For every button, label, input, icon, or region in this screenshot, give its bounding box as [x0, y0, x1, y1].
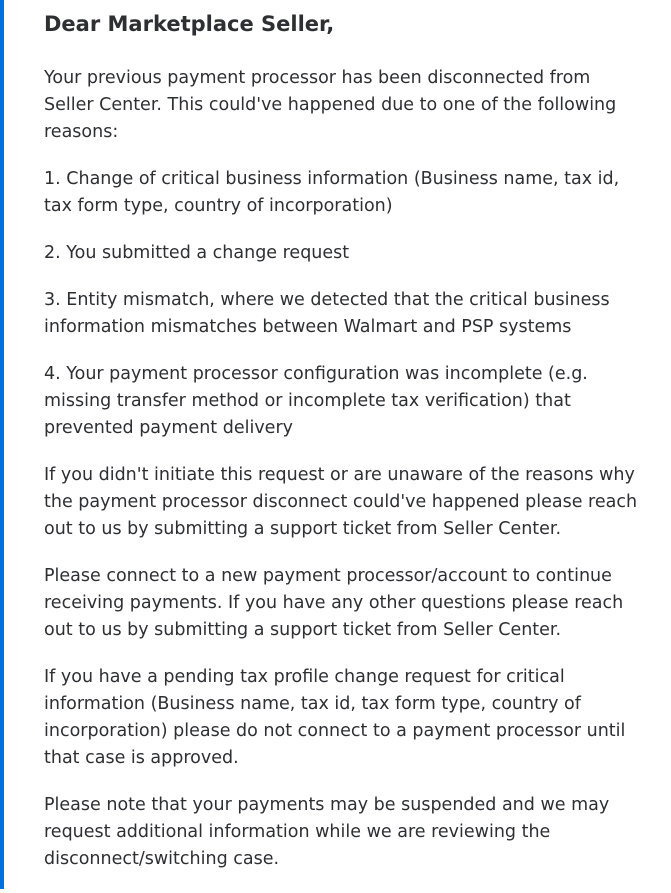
- reason-item-2: 2. You submitted a change request: [44, 243, 350, 263]
- greeting-heading: Dear Marketplace Seller,: [44, 12, 335, 36]
- connect-paragraph: Please connect to a new payment processor/account to continue receiving payments. If you have any other questions please reach out to us by submitting a support ticket from Seller Center.: [44, 566, 624, 640]
- suspension-note-paragraph: Please note that your payments may be suspended and we may request additional information while we are reviewing the disconnect/switching case.: [44, 795, 610, 869]
- reason-item-1: 1. Change of critical business information (Business name, tax id, tax form type, country of incorporation): [44, 169, 620, 216]
- support-paragraph: If you didn't initiate this request or are unaware of the reasons why the payment processor disconnect could've happened please reach out to us by submitting a support ticket from Seller Center.: [44, 465, 638, 539]
- pending-tax-paragraph: If you have a pending tax profile change request for critical information (Business name, tax id, tax form type, country of incorporation) please do not connect to a payment processor until that case is approved.: [44, 667, 626, 768]
- left-accent-bar: [0, 0, 4, 889]
- reason-item-4: 4. Your payment processor configuration was incomplete (e.g. missing transfer method or incomplete tax verification) that prevented payment delivery: [44, 364, 588, 438]
- message-body: [44, 8, 644, 893]
- intro-paragraph: Your previous payment processor has been disconnected from Seller Center. This could've happened due to one of the following reasons:: [44, 68, 617, 142]
- reason-item-3: 3. Entity mismatch, where we detected that the critical business information mismatches between Walmart and PSP systems: [44, 290, 610, 337]
